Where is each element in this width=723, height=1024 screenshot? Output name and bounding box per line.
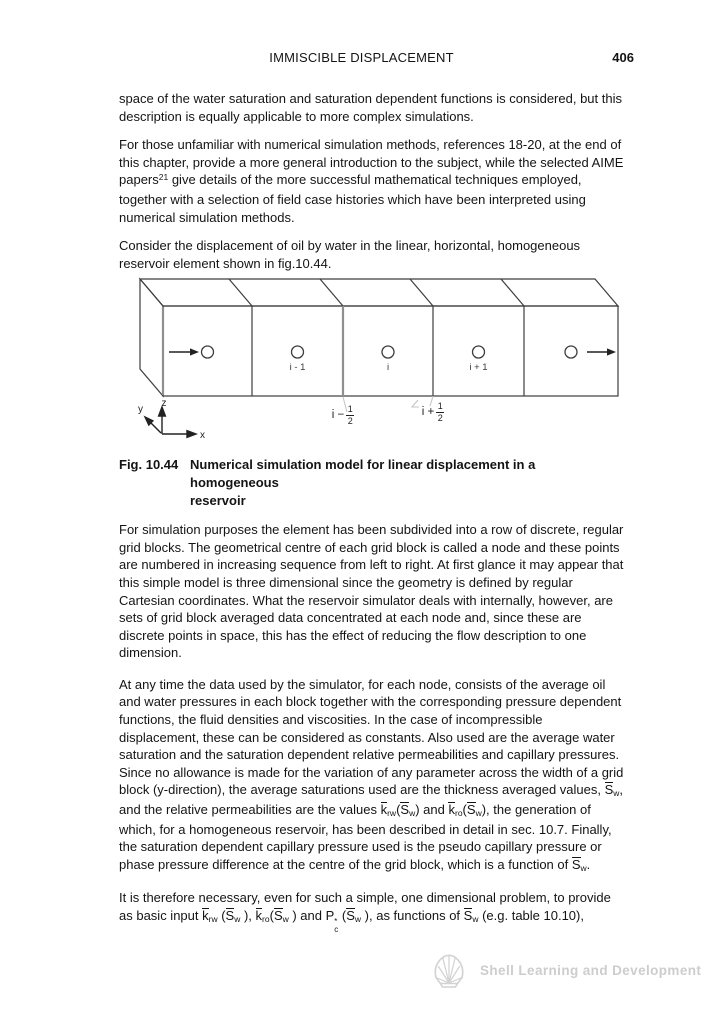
axis-label-z: z [161, 398, 167, 410]
box-left-face [140, 279, 163, 396]
node-circle [382, 346, 394, 358]
paragraph: For those unfamiliar with numerical simulation methods, references 18-20, at the end of this chapter, provide a more general introduction to the subject, while the selected AIME papers$^{21}$ give details of the more successful mathematical techniques employed, together with a selection of field case histories which have been interpreted using numerical simulation methods. [119, 137, 624, 225]
axis-label-y: y [138, 404, 143, 416]
node-circle [565, 346, 577, 358]
node-circle [202, 346, 214, 358]
shell-pecten-icon [427, 949, 471, 993]
paragraph: space of the water saturation and saturation dependent functions is considered, but this description is equally applicable to more complex simulations. [119, 91, 622, 124]
figure-caption-label: Fig. 10.44 [119, 457, 179, 473]
paragraph: For simulation purposes the element has been subdivided into a row of discrete, regular grid blocks. The geometrical centre of each grid block is called a node and these points are numbered in increasing sequence from left to right. At first glance it may appear that this simple model is three dimensional since the geometry is defined by regular Cartesian coordinates. What the reservoir simulator deals with internally, however, are sets of grid block averaged data concentrated at each node and, since these are discrete points in space, this has the effect of reducing the flow description to one dimension. [119, 522, 624, 661]
node-circle [292, 346, 304, 358]
figure-caption [119, 456, 625, 509]
block-label-prev: i - 1 [289, 362, 306, 374]
footer-brand [427, 949, 701, 993]
axis-label-x: x [200, 430, 205, 442]
block-label-next: i + 1 [469, 362, 488, 374]
page-number: 406 [612, 50, 634, 65]
paragraph: At any time the data used by the simulator, for each node, consists of the average oil and water pressures in each block together with the corresponding pressure dependent functions, the fluid densities and viscosities. In the case of incompressible displacement, these can be considered as constants. Also used are the average water saturation and the saturation dependent relative permeabilities and capillary pressures. Since no allowance is made for the variation of any parameter across the width of a grid block (y-direction), the average saturations used are the thickness averaged values, $S_w$, and the relative permeabilities are the values $k_{rw}(S_w)$ and $k_{ro}(S_w)$, the generation of which, for a homogeneous reservoir, has been described in detail in sec. 10.7. Finally, the saturation dependent capillary pressure used is the pseudo capillary pressure or phase pressure difference at the centre of the grid block, which is a function of $S_w$. [119, 676, 624, 873]
box-top-face [140, 279, 618, 306]
outflow-arrow-icon [587, 349, 616, 356]
inflow-arrow-icon [169, 349, 199, 356]
text-column [119, 90, 625, 946]
block-label-i: i [386, 362, 390, 374]
node-circle [473, 346, 485, 358]
boundary-label-i-plus-half: i + $\frac{1}{2}$ [421, 401, 443, 424]
paragraph: Consider the displacement of oil by water in the linear, horizontal, homogeneous reservoir element shown in fig.10.44. [119, 238, 581, 271]
paragraph: It is therefore necessary, even for such a simple, one dimensional problem, to provide as basic input $k_{rw}$ ($S_w$ ), $k_{ro}(S_w$ ) and P * c ($S_w$ ), as functions of $S_w$ (e.g. table 10.10), [119, 890, 611, 935]
boundary-label-i-minus-half: i − $\frac{1}{2}$ [331, 404, 353, 427]
figure-diagram [130, 276, 675, 448]
page-title: IMMISCIBLE DISPLACEMENT [269, 50, 454, 65]
footer-brand-text: Shell Learning and Development [480, 963, 702, 979]
figure-caption-text: Numerical simulation model for linear displacement in a homogeneous reservoir [190, 457, 536, 508]
coordinate-axes [145, 407, 196, 437]
